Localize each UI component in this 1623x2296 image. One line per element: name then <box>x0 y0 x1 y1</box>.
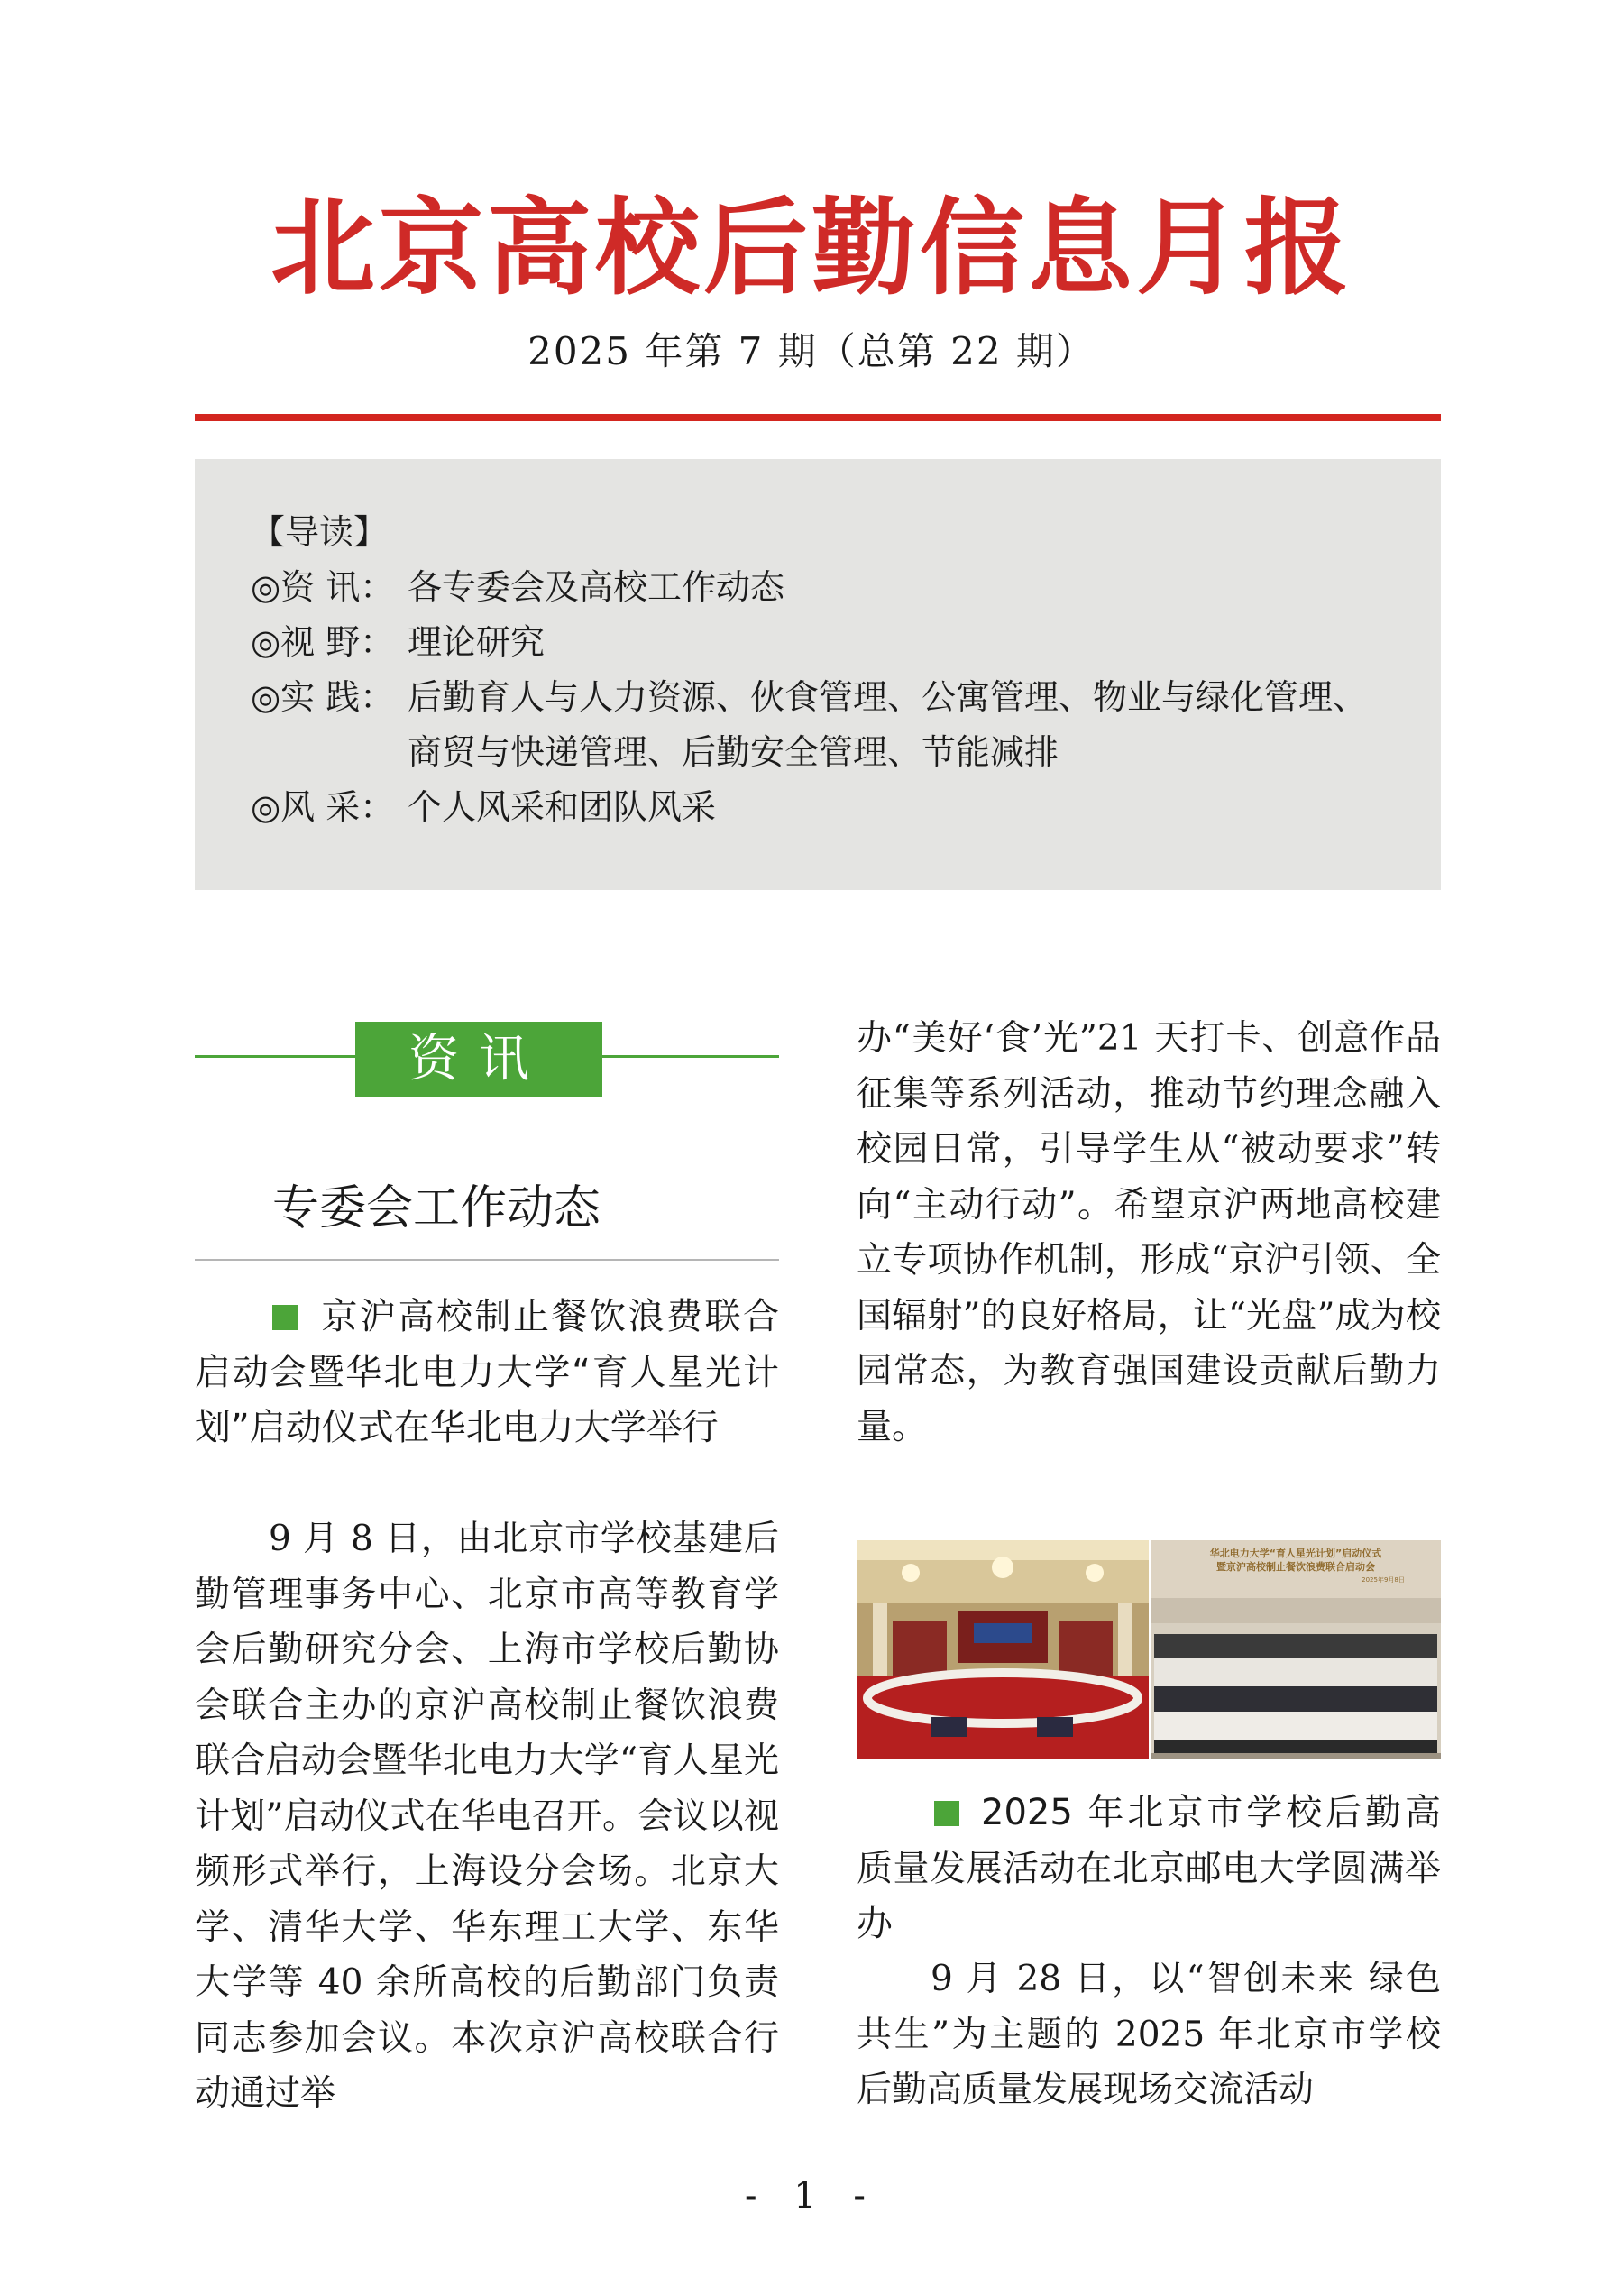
issue-number: 2025 年第 7 期（总第 22 期） <box>527 329 1096 373</box>
headline-bullet-square <box>272 1305 298 1330</box>
guide-item-vision <box>251 620 545 665</box>
article1-body-left: 9 月 8 日，由北京市学校基建后勤管理事务中心、北京市高等教育学会后勤研究分会、上海市学校后勤协会联合主办的京沪高校制止餐饮浪费联合启动会暨华北电力大学“育人星光计划”启动仪式在华电召开。会议以视频形式举行，上海设分会场。北京大学、清华大学、华东理工大学、东华大学等 40 余所高校的后勤部门负责同志参加会议。本次京沪高校联合行动通过举 <box>195 1519 779 2114</box>
guide-item-style <box>251 785 716 830</box>
page-number: - 1 - <box>745 2175 878 2217</box>
group-people <box>1154 1634 1437 1753</box>
group-photo <box>1151 1540 1441 1759</box>
guide-item-text: 后勤育人与人力资源、伙食管理、公寓管理、物业与绿化管理、 <box>408 677 1368 717</box>
guide-item-text: 理论研究 <box>408 622 546 662</box>
guide-item-label: ◎风 采： <box>251 787 395 827</box>
guide-item-text: 个人风采和团队风采 <box>408 787 717 827</box>
section-title: 资讯 <box>355 1022 602 1097</box>
article1-body-right: 办“美好‘食’光”21 天打卡、创意作品征集等系列活动，推动节约理念融入校园日常，引导学生从“被动要求”转向“主动行动”。希望京沪两地高校建立专项协作机制，形成“京沪引领、全国辐射”的良好格局，让“光盘”成为校园常态，为教育强国建设贡献后勤力量。 <box>857 1018 1441 1447</box>
guide-practice-continuation: 商贸与快递管理、后勤安全管理、节能减排 <box>408 732 1059 772</box>
guide-title: 【导读】 <box>251 512 389 552</box>
section-rule-left <box>195 1055 355 1058</box>
section-rule-right <box>602 1055 779 1058</box>
photo-banner-date: 2025年9月8日 <box>1362 1576 1405 1584</box>
photo-banner-line1: 华北电力大学“育人星光计划”启动仪式 <box>1209 1548 1382 1559</box>
newsletter-title: 北京高校后勤信息月报 <box>270 187 1352 309</box>
header-divider <box>195 414 1441 421</box>
photo-banner-line2: 暨京沪高校制止餐饮浪费联合启动会 <box>1216 1561 1375 1573</box>
guide-item-news <box>251 565 784 610</box>
subsection-heading: 专委会工作动态 <box>272 1181 601 1235</box>
article2-headline <box>857 1786 1441 1952</box>
article1-headline-text: 京沪高校制止餐饮浪费联合启动会暨华北电力大学“育人星光计划”启动仪式在华北电力大学举行 <box>195 1296 779 1448</box>
guide-item-label: ◎视 野： <box>251 622 395 662</box>
group-photo-image <box>1151 1540 1441 1759</box>
article1-headline <box>195 1290 779 1456</box>
article2-body: 9 月 28 日，以“智创未来 绿色共生”为主题的 2025 年北京市学校后勤高质量发展现场交流活动 <box>857 1959 1441 2110</box>
meeting-hall-image <box>857 1540 1149 1759</box>
guide-item-practice <box>251 675 1367 720</box>
headline-bullet-square <box>934 1801 959 1826</box>
subsection-rule <box>195 1259 779 1261</box>
meeting-hall-photo <box>857 1540 1149 1759</box>
guide-item-text: 各专委会及高校工作动态 <box>408 567 785 607</box>
guide-item-label: ◎资 讯： <box>251 567 395 607</box>
guide-item-label: ◎实 践： <box>251 677 395 717</box>
guide-box <box>195 459 1441 890</box>
article2-headline-text: 2025 年北京市学校后勤高质量发展活动在北京邮电大学圆满举办 <box>857 1792 1441 1944</box>
